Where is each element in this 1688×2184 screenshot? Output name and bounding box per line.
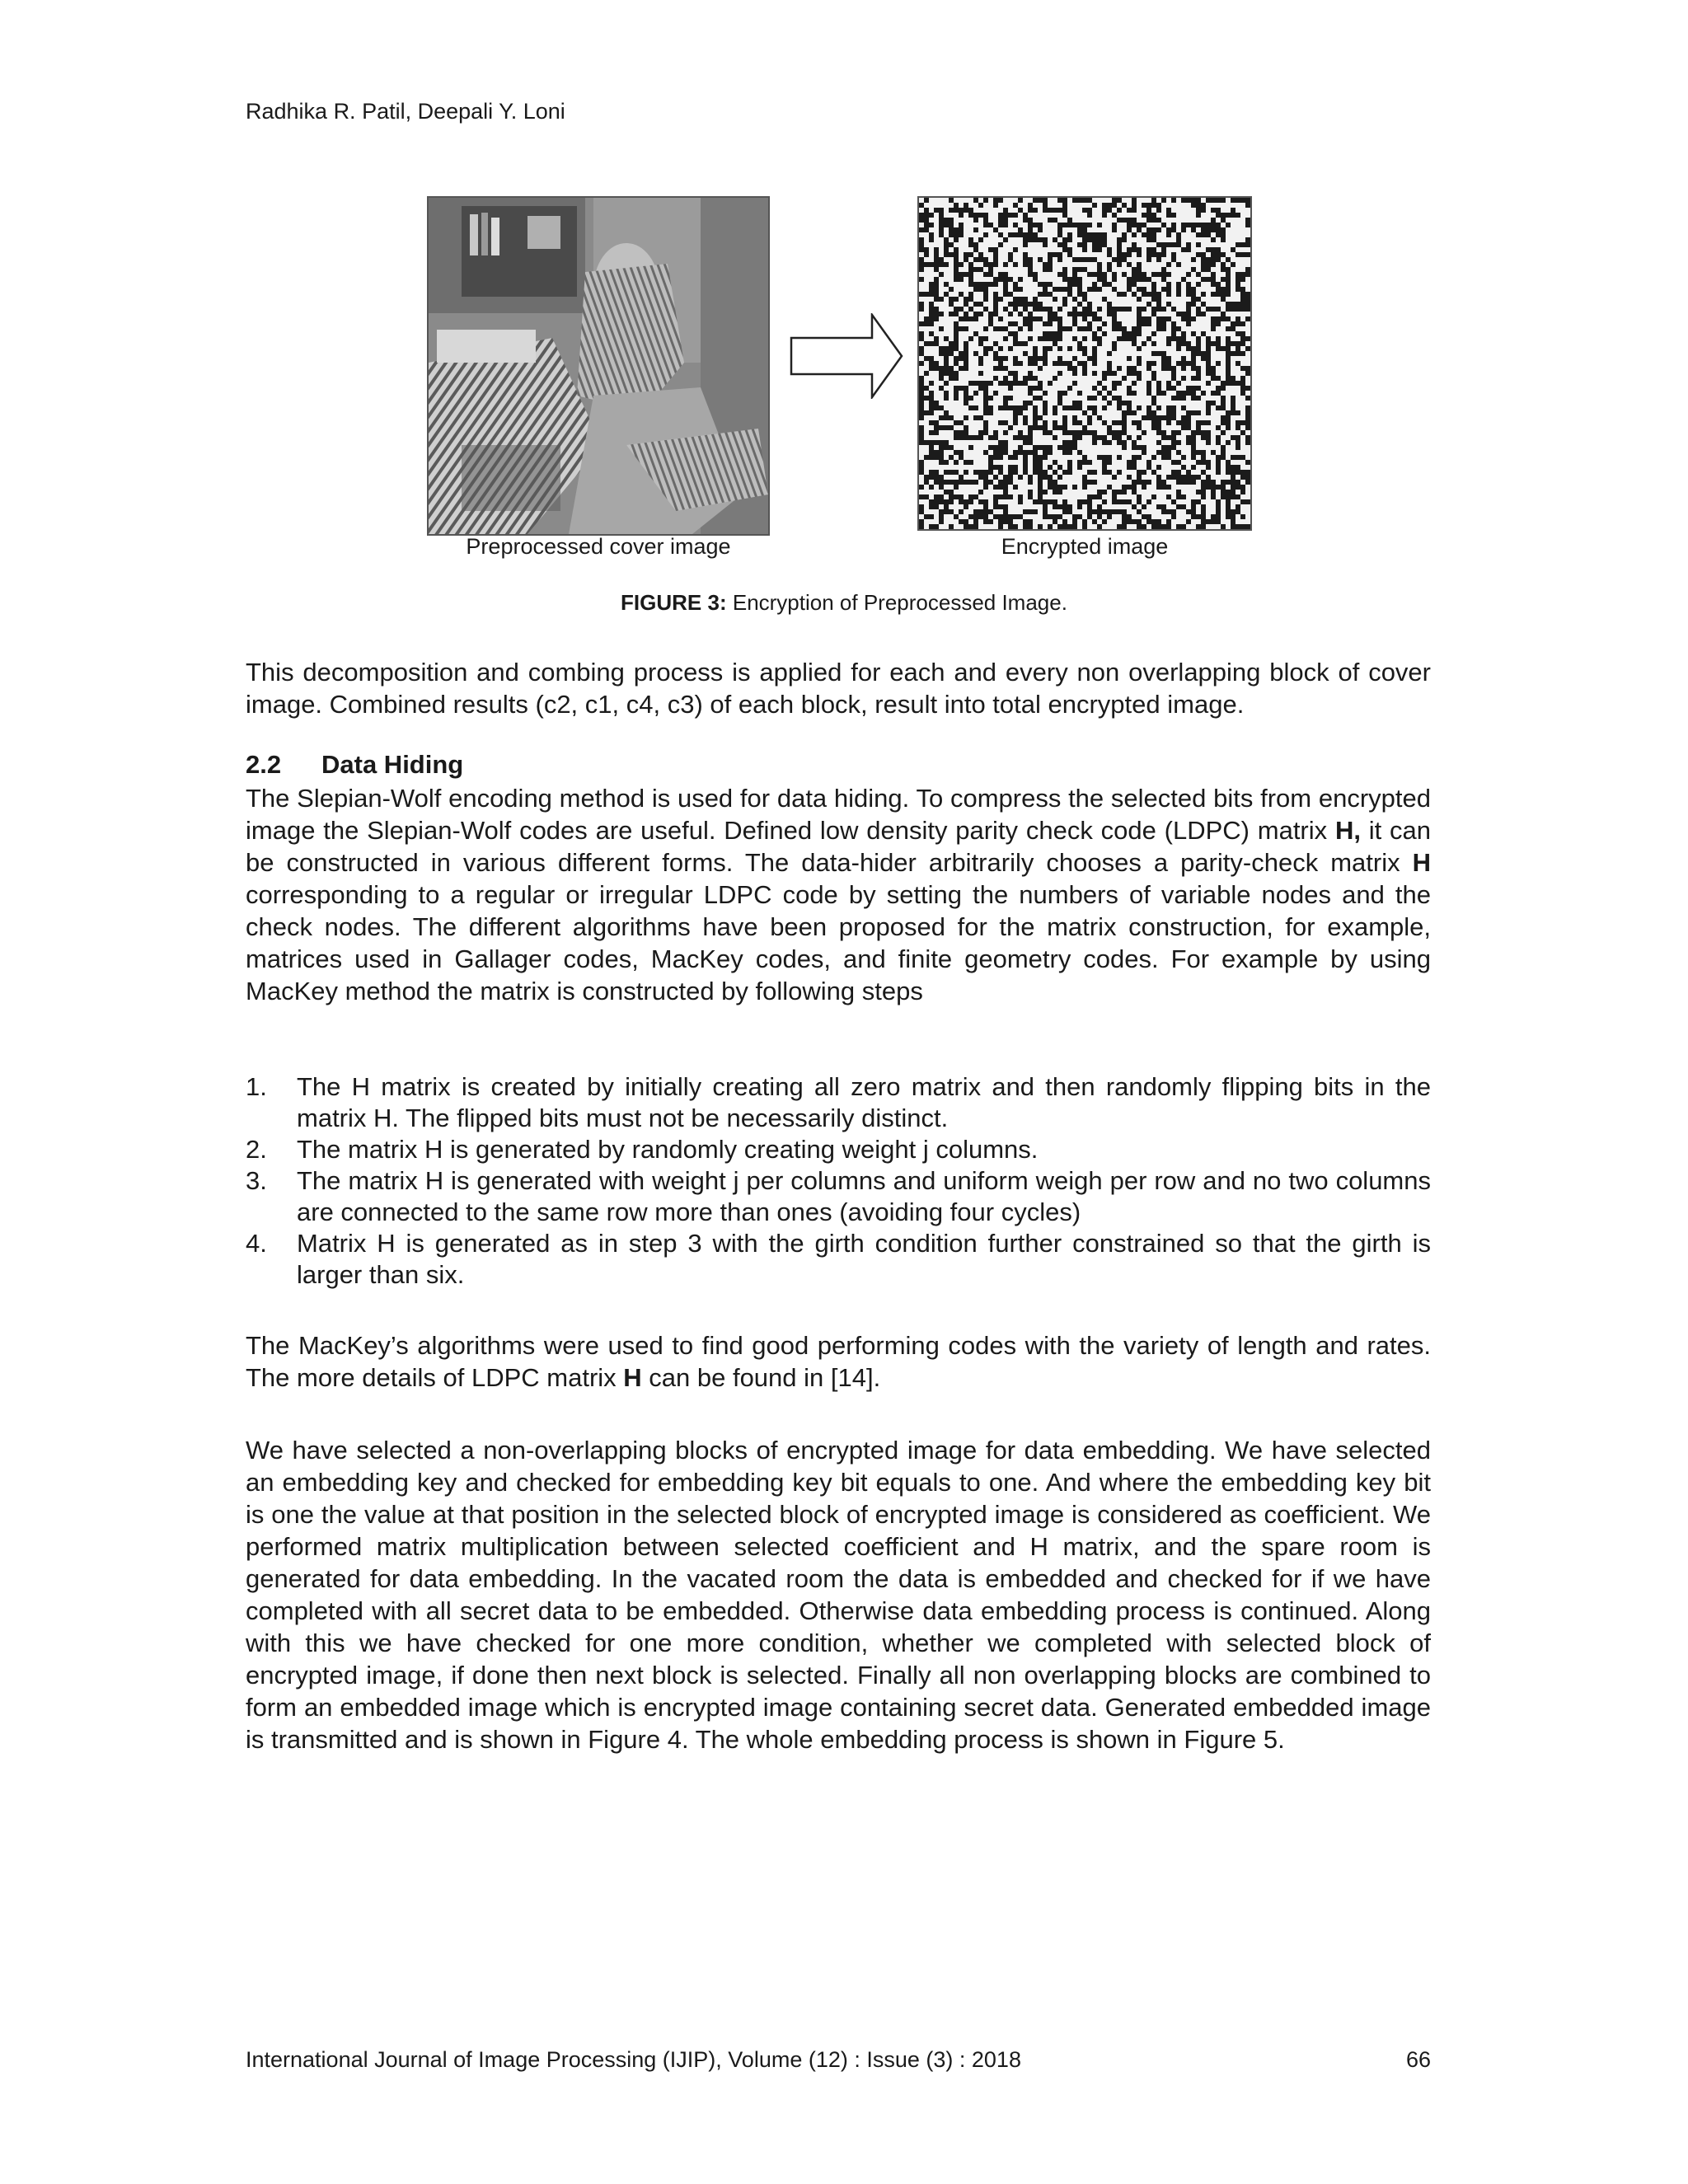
- figure-label: FIGURE 3:: [621, 590, 727, 615]
- page-number: 66: [1405, 2047, 1431, 2072]
- encrypted-image-caption: Encrypted image: [1001, 534, 1169, 559]
- section-number: 2.2: [246, 750, 282, 779]
- step-number: 2.: [246, 1135, 267, 1164]
- section-heading: [246, 750, 463, 780]
- encrypted-image-noise: [919, 198, 1250, 529]
- step-text: Matrix H is generated as in step 3 with the girth condition further constrained so that the girth is larger than six.: [297, 1229, 1431, 1289]
- paragraph-2: [246, 782, 1431, 1007]
- figure-3: [0, 196, 1688, 625]
- list-item: [246, 1165, 1431, 1228]
- list-item: [246, 1071, 1431, 1134]
- step-number: 4.: [246, 1229, 267, 1258]
- list-item: [246, 1228, 1431, 1291]
- paragraph-2-part-3: corresponding to a regular or irregular LDPC code by setting the numbers of variable nodes and the check nodes. The different algorithms have been proposed for the matrix construction, for example, matrices used in Gallager codes, MacKey codes, and finite geometry codes. For example by using MacKey method the matrix is constructed by following steps: [246, 880, 1431, 1005]
- encrypted-image: [917, 196, 1252, 531]
- paragraph-3-part-1: The MacKey’s algorithms were used to find good performing codes with the variety of length and rates. The more details of LDPC matrix: [246, 1331, 1431, 1392]
- bold-h: H: [1412, 848, 1431, 877]
- cover-image-picture: [429, 198, 768, 534]
- figure-title-text: Encryption of Preprocessed Image.: [726, 590, 1067, 615]
- steps-list: [246, 1071, 1431, 1291]
- running-header: Radhika R. Patil, Deepali Y. Loni: [246, 99, 565, 124]
- step-text: The matrix H is generated by randomly creating weight j columns.: [297, 1135, 1039, 1164]
- paragraph-4: We have selected a non-overlapping blocks of encrypted image for data embedding. We have selected an embedding key and checked for embedding key bit equals to one. And where the embedding key bit is one the value at that position in the selected block of encrypted image is considered as coefficient. We performed matrix multiplication between selected coefficient and H matrix, and the spare room is generated for data embedding. In the vacated room the data is embedded and checked for if we have completed with all secret data to be embedded. Otherwise data embedding process is continued. Along with this we have checked for one more condition, whether we completed with selected block of encrypted image, if done then next block is selected. Finally all non overlapping blocks are combined to form an embedded image which is encrypted image containing secret data. Generated embedded image is transmitted and is shown in Figure 4. The whole embedding process is shown in Figure 5.: [246, 1436, 1431, 1754]
- paragraph-2-part-1: The Slepian-Wolf encoding method is used for data hiding. To compress the selected bits from encrypted image the Slepian-Wolf codes are useful. Defined low density parity check code (LDPC) matrix: [246, 784, 1431, 845]
- section-title: Data Hiding: [321, 750, 464, 779]
- bold-h-comma: H,: [1334, 816, 1361, 845]
- page-footer: [246, 2047, 1431, 2073]
- step-text: The H matrix is created by initially creating all zero matrix and then randomly flipping bits in the matrix H. The flipped bits must not be necessarily distinct.: [297, 1072, 1431, 1132]
- right-arrow-icon: [790, 313, 905, 399]
- paragraph-1: This decomposition and combing process is applied for each and every non overlapping block of cover image. Combined results (c2, c1, c4, c3) of each block, result into total encrypted image.: [246, 658, 1431, 719]
- bold-h: H: [623, 1363, 642, 1392]
- preprocessed-cover-image: [427, 196, 770, 536]
- paragraph-3-part-2: can be found in [14].: [641, 1363, 881, 1392]
- paragraph-2-part-2: it can be constructed in various different forms. The data-hider arbitrarily chooses a parity-check matrix: [246, 816, 1431, 877]
- figure-title: [0, 590, 1688, 616]
- list-item: [246, 1134, 1431, 1165]
- cover-image-caption: Preprocessed cover image: [466, 534, 731, 559]
- paragraph-3: [246, 1329, 1431, 1394]
- step-text: The matrix H is generated with weight j per columns and uniform weigh per row and no two columns are connected to the same row more than ones (avoiding four cycles): [297, 1166, 1431, 1226]
- step-number: 1.: [246, 1072, 267, 1101]
- journal-citation: International Journal of Image Processing (IJIP), Volume (12) : Issue (3) : 2018: [246, 2047, 1021, 2072]
- step-number: 3.: [246, 1166, 267, 1195]
